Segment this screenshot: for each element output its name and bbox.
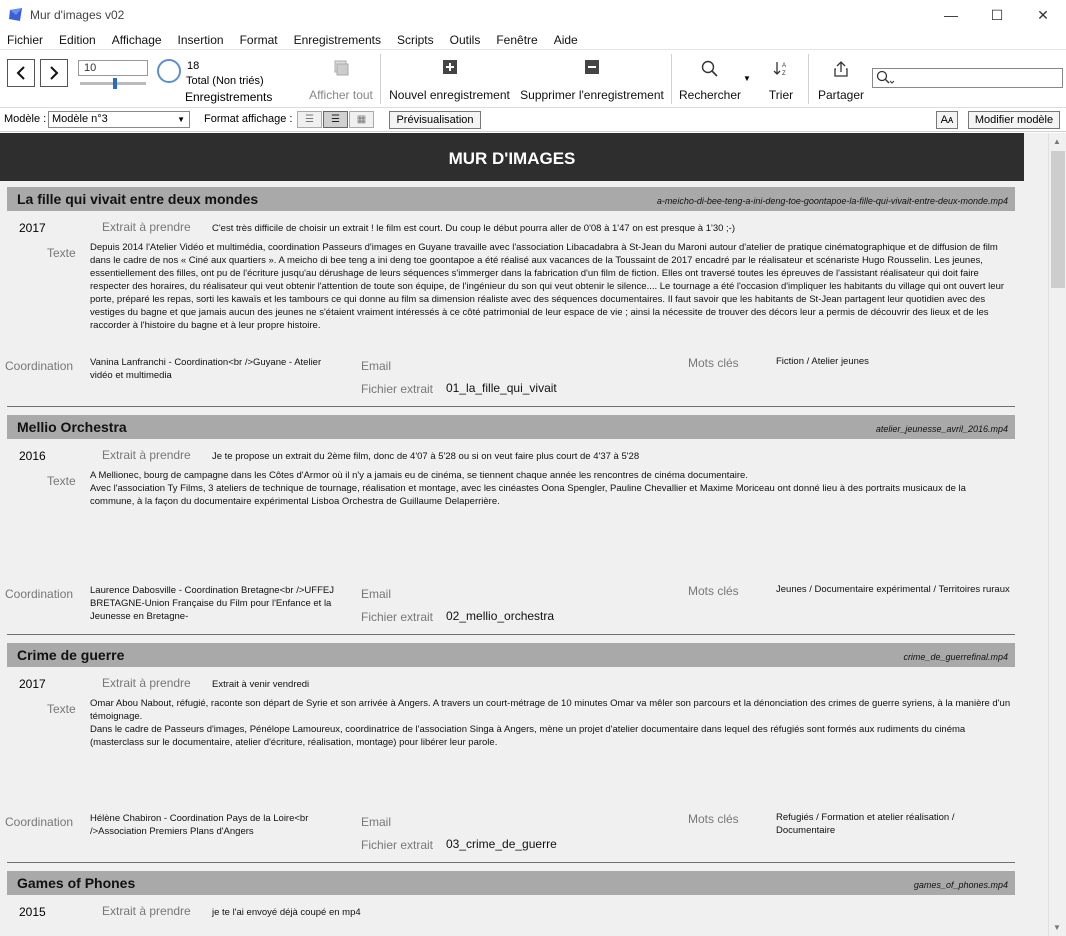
- model-select-value: Modèle n°3: [52, 113, 108, 125]
- close-button[interactable]: ✕: [1037, 6, 1049, 23]
- email-label: Email: [361, 359, 392, 373]
- window-title: Mur d'images v02: [30, 8, 125, 22]
- coordination-label: Coordination: [5, 359, 74, 373]
- coordination-value: Hélène Chabiron - Coordination Pays de la Loire<br />Association Premiers Plans d'Angers: [90, 813, 309, 837]
- share-label: Partager: [817, 88, 865, 102]
- text-label: Texte: [47, 246, 76, 260]
- record-year: 2017: [19, 221, 46, 235]
- display-format-label: Format affichage :: [204, 113, 293, 125]
- records-label: Enregistrements: [185, 90, 273, 104]
- table-view-icon: ▦: [356, 114, 367, 125]
- next-record-button[interactable]: [40, 59, 68, 87]
- sort-icon: [764, 60, 798, 80]
- keywords-value: Jeunes / Documentaire expérimental / Territoires ruraux: [776, 584, 1010, 595]
- coordination-label: Coordination: [5, 587, 74, 601]
- toolbar-separator: [671, 54, 672, 104]
- extract-file-label: Fichier extrait: [361, 610, 434, 624]
- record-video-file: games_of_phones.mp4: [913, 880, 1008, 890]
- extract-file-label: Fichier extrait: [361, 838, 434, 852]
- record-divider: [7, 862, 1015, 863]
- record-video-file: atelier_jeunesse_avril_2016.mp4: [875, 424, 1008, 434]
- maximize-button[interactable]: ☐: [990, 6, 1004, 23]
- menu-outils[interactable]: Outils: [449, 32, 481, 47]
- extract-value: Extrait à venir vendredi: [212, 679, 310, 690]
- extract-file-value: 03_crime_de_guerre: [446, 837, 557, 851]
- menu-affichage[interactable]: Affichage: [111, 32, 162, 47]
- list-view-button[interactable]: [323, 111, 348, 128]
- email-label: Email: [361, 815, 392, 829]
- search-dropdown-icon[interactable]: ▼: [743, 74, 751, 83]
- edit-model-button[interactable]: Modifier modèle: [968, 111, 1060, 129]
- text-label: Texte: [47, 474, 76, 488]
- page-title: MUR D'IMAGES: [0, 133, 1024, 181]
- record-title: La fille qui vivait entre deux mondes: [17, 191, 259, 207]
- plus-icon: [387, 60, 512, 80]
- minus-icon: [518, 60, 666, 80]
- sort-button[interactable]: [764, 60, 798, 102]
- record-title: Crime de guerre: [17, 647, 125, 663]
- extract-value: C'est très difficile de choisir un extrait ! le film est court. Du coup le début pourra aller de 0'08 à 1'47 on est presque à 1'30 ;-): [212, 223, 735, 234]
- view-switcher: [297, 111, 375, 128]
- chevron-right-icon: [48, 66, 60, 80]
- preview-button[interactable]: Prévisualisation: [389, 111, 481, 129]
- show-all-label: Afficher tout: [309, 88, 373, 102]
- previous-record-button[interactable]: [7, 59, 35, 87]
- found-count: 18: [187, 60, 200, 72]
- quick-find-input[interactable]: [872, 68, 1063, 88]
- record-title: Games of Phones: [17, 875, 136, 891]
- record-divider: [7, 634, 1015, 635]
- record-video-file: a-meicho-di-bee-teng-a-ini-deng-toe-goontapoe-la-fille-qui-vivait-entre-deux-monde.mp4: [656, 196, 1008, 206]
- record-title-bar: [7, 643, 1015, 667]
- extract-label: Extrait à prendre: [102, 448, 191, 462]
- extract-file-value: 02_mellio_orchestra: [446, 609, 555, 623]
- form-view-icon: ☰: [305, 114, 314, 125]
- app-logo-icon: [8, 7, 24, 23]
- extract-label: Extrait à prendre: [102, 676, 191, 690]
- record-divider: [7, 406, 1015, 407]
- scroll-down-icon[interactable]: ▼: [1053, 923, 1061, 932]
- show-all-button[interactable]: [304, 60, 378, 102]
- share-icon: [816, 60, 866, 80]
- scrollbar-thumb[interactable]: [1051, 151, 1065, 288]
- menu-bar: [0, 30, 1066, 50]
- minimize-button[interactable]: —: [944, 7, 958, 23]
- layout-bar: [0, 108, 1066, 132]
- keywords-label: Mots clés: [688, 584, 739, 598]
- menu-fenetre[interactable]: Fenêtre: [496, 32, 538, 47]
- vertical-scrollbar[interactable]: [1048, 133, 1066, 936]
- menu-edition[interactable]: Edition: [59, 32, 96, 47]
- extract-label: Extrait à prendre: [102, 220, 191, 234]
- search-icon: [876, 70, 896, 89]
- scroll-up-icon[interactable]: ▲: [1053, 137, 1061, 146]
- record-card[interactable]: [0, 643, 1024, 871]
- model-select[interactable]: [48, 111, 190, 128]
- email-label: Email: [361, 587, 392, 601]
- toolbar-separator: [380, 54, 381, 104]
- svg-text:Z: Z: [782, 71, 786, 76]
- sort-label: Trier: [768, 88, 794, 102]
- new-record-button[interactable]: [387, 60, 512, 102]
- record-card[interactable]: [0, 871, 1024, 936]
- record-text: Depuis 2014 l'Atelier Vidéo et multimédia, coordination Passeurs d'images en Guyane travaille avec l'association Libacadabra à St-Jean du Maroni autour d'atelier de pratique cinématographique et de diffusion de film dans le cadre de nos « Ciné aux quartiers ». A meicho di bee teng a ini deng toe goontapoe a été réalisé aux vacances de la Toussaint de 2017 encadré par le réalisateur et scénariste Hugo Rousselin. Les jeunes, essentiellement des filles, ont pu de l'écriture jusqu'au dérushage de leurs séquences s'immerger dans la fabrication d'un film de fiction. Elles ont traversé toutes les épreuves de l'assistant réalisateur qui doit faire respecter des horaires, du réalisateur qui veut obtenir l'attention de toute son équipe, de l'ingénieur du son qui veut obtenir le silence.... Le tournage a été l'occasion d'impliquer les habitants du village qui ont ouvert leur porte, préparé les repas, sorti les kawaïs et les tambours ce qui donne au film sa dimension réaliste avec des séquences documentaires. Il faut savoir que les habitants de St-Jean partagent leur quotidien avec des vestiges du bagne et que jamais aucun des jeunes ne s'étaient vraiment intéressés à ce côté patrimonial de leur espace de vie ; ainsi la nécessite de trouver des décors leur a permis de découvrir des lieux et de les raccorder à l'histoire du bagne et à leur propre histoire.: [90, 242, 1005, 331]
- menu-format[interactable]: Format: [239, 32, 278, 47]
- record-video-file: crime_de_guerrefinal.mp4: [903, 652, 1008, 662]
- show-all-icon: [304, 60, 378, 80]
- extract-value: je te l'ai envoyé déjà coupé en mp4: [212, 907, 361, 918]
- record-title-bar: [7, 871, 1015, 895]
- keywords-label: Mots clés: [688, 356, 739, 370]
- current-record-input[interactable]: 10: [78, 60, 148, 76]
- text-label: Texte: [47, 702, 76, 716]
- form-view-button[interactable]: [297, 111, 322, 128]
- search-button[interactable]: [676, 60, 744, 102]
- keywords-value: Fiction / Atelier jeunes: [776, 356, 869, 367]
- new-record-label: Nouvel enregistrement: [389, 88, 510, 102]
- record-year: 2015: [19, 905, 46, 919]
- toolbar-separator: [808, 54, 809, 104]
- record-title-bar: [7, 187, 1015, 211]
- total-unsorted-label: Total (Non triés): [186, 75, 264, 87]
- menu-fichier[interactable]: Fichier: [7, 32, 44, 47]
- menu-enregistrements[interactable]: Enregistrements: [293, 32, 381, 47]
- menu-scripts[interactable]: Scripts: [396, 32, 434, 47]
- record-text: Omar Abou Nabout, réfugié, raconte son départ de Syrie et son arrivée à Angers. A travers un court-métrage de 10 minutes Omar va mêler son parcours et la dénonciation des crimes de guerre syriens, à la manière d'un témoignage. Dans le cadre de Passeurs d'images, Pénélope Lamoureux, coordinatrice de l'association Singa à Angers, mène un projet d'atelier documentaire dans lequel des réfugiés sont formés aux rudiments du cinéma (masterclass sur le documentaire, atelier d'écriture, réalisation, montage) pour libérer leur parole.: [90, 698, 1011, 748]
- chevron-left-icon: [15, 66, 27, 80]
- keywords-value: Refugiés / Formation et atelier réalisation / Documentaire: [776, 812, 955, 836]
- record-title-bar: [7, 415, 1015, 439]
- coordination-value: Laurence Dabosville - Coordination Bretagne<br />UFFEJ BRETAGNE-Union Française du Film pour l'Enfance et la Jeunesse en Bretagne-: [90, 585, 334, 622]
- share-button[interactable]: [816, 60, 866, 102]
- magnifier-icon: [676, 60, 744, 80]
- keywords-label: Mots clés: [688, 812, 739, 826]
- content-area: [0, 133, 1048, 936]
- menu-aide[interactable]: Aide: [553, 32, 578, 47]
- title-bar: [0, 0, 1066, 30]
- delete-record-button[interactable]: [518, 60, 666, 102]
- record-year: 2016: [19, 449, 46, 463]
- svg-text:A: A: [782, 63, 787, 69]
- model-label: Modèle :: [4, 113, 47, 125]
- chevron-down-icon: ▼: [177, 115, 185, 124]
- coordination-label: Coordination: [5, 815, 74, 829]
- record-title: Mellio Orchestra: [17, 419, 127, 435]
- slider-thumb[interactable]: [113, 78, 117, 89]
- menu-insertion[interactable]: Insertion: [177, 32, 224, 47]
- font-size-button[interactable]: Aᴀ: [936, 111, 958, 129]
- search-label: Rechercher: [678, 88, 742, 102]
- extract-file-label: Fichier extrait: [361, 382, 434, 396]
- coordination-value: Vanina Lanfranchi - Coordination<br />Guyane - Atelier vidéo et multimedia: [90, 357, 322, 381]
- record-card[interactable]: [0, 187, 1024, 415]
- record-year: 2017: [19, 677, 46, 691]
- extract-label: Extrait à prendre: [102, 904, 191, 918]
- delete-record-label: Supprimer l'enregistrement: [520, 88, 664, 102]
- status-toolbar: [0, 50, 1066, 108]
- extract-value: Je te propose un extrait du 2ème film, donc de 4'07 à 5'28 ou si on veut faire plus court de 4'37 à 5'28: [212, 451, 640, 462]
- pie-chart-icon: [157, 59, 181, 83]
- extract-file-value: 01_la_fille_qui_vivait: [446, 381, 557, 395]
- list-view-icon: ☰: [331, 114, 340, 125]
- record-text: A Mellionec, bourg de campagne dans les Côtes d'Armor où il n'y a jamais eu de cinéma, se tiennent chaque année les rencontres de cinéma documentaire. Avec l'association Ty Films, 3 ateliers de technique de tournage, réalisation et montage, avec les cinéastes Oona Spengler, Pauline Chevallier et Maxime Moriceau ont donné lieu à des portraits musicaux de la commune, à la façon du documentaire expérimental Lisboa Orchestra de Guillaume Delaperrière.: [90, 470, 966, 507]
- record-slider[interactable]: [80, 82, 146, 85]
- record-card[interactable]: [0, 415, 1024, 643]
- table-view-button[interactable]: [349, 111, 374, 128]
